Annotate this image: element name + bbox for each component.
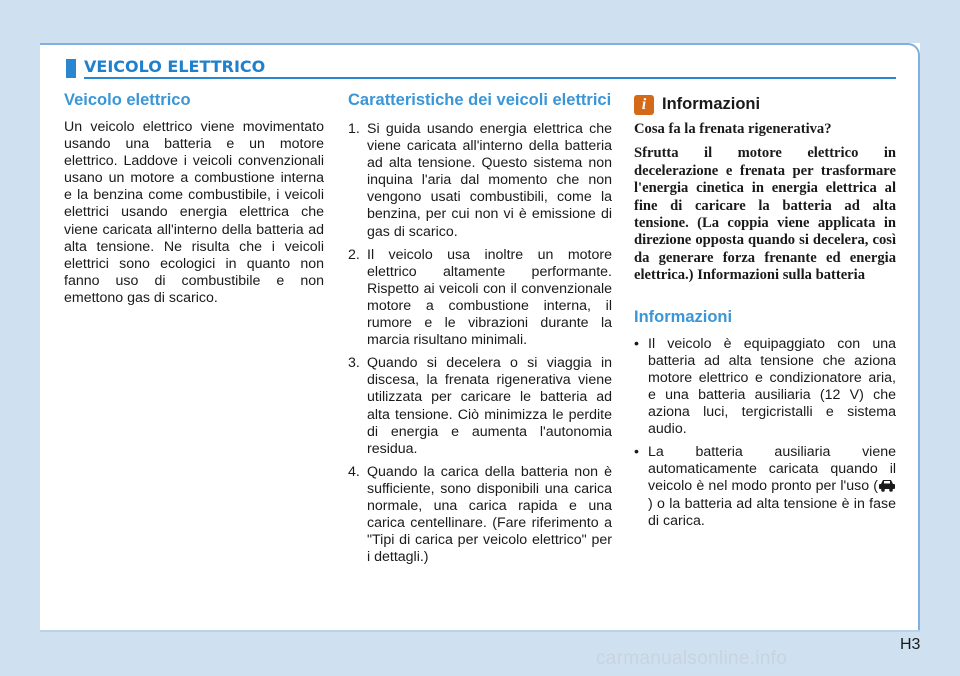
heading-informazioni: Informazioni xyxy=(634,307,733,326)
list-number: 1. xyxy=(348,121,360,137)
bullet-dot: • xyxy=(634,444,639,461)
info-question: Cosa fa la frenata rigenerativa? xyxy=(634,121,832,137)
list-item xyxy=(348,247,612,350)
heading-veicolo-elettrico: Veicolo elettrico xyxy=(64,91,191,109)
list-number: 4. xyxy=(348,463,360,480)
section-marker xyxy=(66,59,76,78)
section-rule xyxy=(84,77,896,79)
list-item xyxy=(634,336,896,439)
info-answer: Sfrutta il motore elettrico in decelerazione e frenata per trasformare l'energia cinetica in energia elettrica al fine di caricare la batteria ad alta tensione. (La coppia viene applicata in direzione opposta quando si decelera, così da generare forza frenante ed energia elettrica.) Informazioni sulla batteria xyxy=(634,145,896,284)
page-number: H3 xyxy=(900,636,921,653)
page-frame-left xyxy=(0,0,40,676)
list-text: Quando si decelera o si viaggia in discesa, la frenata rigenerativa viene utilizzata per caricare le batteria ad alta tensione. Ciò minimizza le perdite di energia e aumenta l'autonomia residua. xyxy=(367,355,612,457)
column-caratteristiche xyxy=(348,92,612,572)
list-item xyxy=(348,355,612,458)
page-bottom-rule xyxy=(40,630,920,632)
list-text-pre: La batteria ausiliaria viene automaticamente caricata quando il veicolo è nel modo pronto per l'uso ( xyxy=(648,444,896,495)
car-ready-icon xyxy=(878,478,896,492)
list-number: 3. xyxy=(348,355,360,372)
list-text: Quando la carica della batteria non è sufficiente, sono disponibili una carica normale, una carica rapida e una carica centellinare. (Fare riferimento a "Tipi di carica per veicolo elettrico" per i dettagli.) xyxy=(367,463,612,566)
list-item xyxy=(634,444,896,529)
paragraph-veicolo-elettrico: Un veicolo elettrico viene movimentato usando una batteria e un motore elettrico. Laddove i veicoli convenzionali usano un motore a combustione interna e la benzina come combustibile, i veicoli elettrici usando energia elettrica che viene caricata all'interno della batteria ad alta tensione. Ne risulta che i veicoli elettrici sono ecologici in quanto non fanno uso di combustibile e non emettono gas di scarico. xyxy=(64,119,324,306)
watermark: carmanualsonline.info xyxy=(596,648,788,669)
list-item xyxy=(348,121,612,241)
page-frame-right xyxy=(920,0,960,676)
column-veicolo-elettrico xyxy=(64,92,324,307)
page-frame-top xyxy=(0,0,960,43)
heading-caratteristiche: Caratteristiche dei veicoli elettrici xyxy=(348,91,612,109)
info-title: Informazioni xyxy=(662,95,761,114)
list-text: Il veicolo è equipaggiato con una batteria ad alta tensione che aziona motore elettrico e condizionatore aria, e una batteria ausiliaria (12 V) che aziona luci, tergicristalli e sistema audio. xyxy=(648,335,896,438)
column-informazioni xyxy=(634,92,896,536)
informazioni-section xyxy=(634,309,896,530)
list-text: Il veicolo usa inoltre un motore elettrico altamente performante. Rispetto ai veicoli con il convenzionale motore a combustione interna, il rumore e le vibrazioni durante la marcia risultano minimali. xyxy=(367,246,612,349)
feature-list xyxy=(348,121,612,566)
list-text: Si guida usando energia elettrica che viene caricata all'interno della batteria ad alta tensione. Questo sistema non inquina l'aria dal momento che non vengono usati combustibili, come la benzina, per cui non vi è emissione di gas di scarico. xyxy=(367,121,612,240)
list-number: 2. xyxy=(348,246,360,263)
section-title: VEICOLO ELETTRICO xyxy=(84,57,266,76)
info-header xyxy=(634,95,896,115)
bullet-dot: • xyxy=(634,335,639,352)
battery-info-list xyxy=(634,336,896,530)
list-text-post: ) o la batteria ad alta tensione è in fase di carica. xyxy=(648,495,896,529)
page-frame-bottom xyxy=(0,632,960,676)
info-icon: i xyxy=(634,95,654,115)
list-item xyxy=(348,464,612,567)
